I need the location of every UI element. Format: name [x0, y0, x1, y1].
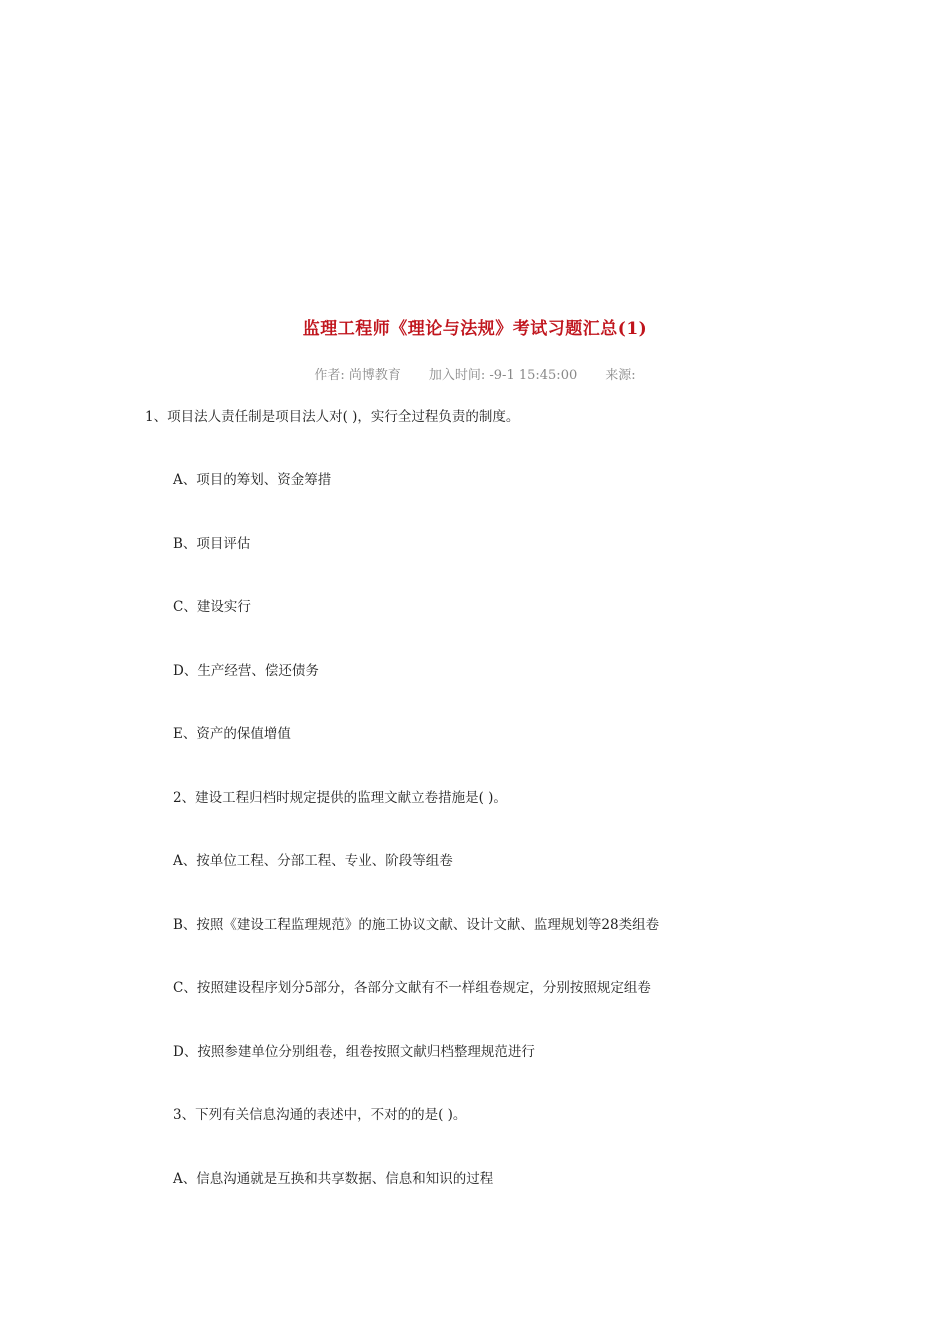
question-1: 1、项目法人责任制是项目法人对( )，实行全过程负责的制度。	[145, 409, 520, 425]
question-2: 2、建设工程归档时规定提供的监理文献立卷措施是( )。	[173, 790, 507, 806]
option-1d: D、生产经营、偿还债务	[173, 663, 319, 679]
option-1b: B、项目评估	[173, 536, 251, 552]
option-1e: E、资产的保值增值	[173, 726, 291, 742]
option-2c: C、按照建设程序划分5部分，各部分文献有不一样组卷规定，分别按照规定组卷	[173, 980, 651, 996]
option-2b: B、按照《建设工程监理规范》的施工协议文献、设计文献、监理规划等28类组卷	[173, 917, 660, 933]
meta-source: 来源:	[605, 368, 636, 383]
option-2a: A、按单位工程、分部工程、专业、阶段等组卷	[173, 853, 453, 869]
document-title: 监理工程师《理论与法规》考试习题汇总(1)	[302, 319, 648, 339]
meta-time: 加入时间: -9-1 15:45:00	[428, 368, 578, 383]
document-meta	[0, 364, 950, 383]
option-3a: A、信息沟通就是互换和共享数据、信息和知识的过程	[173, 1171, 494, 1187]
question-3: 3、下列有关信息沟通的表述中，不对的的是( )。	[173, 1107, 467, 1123]
option-2d: D、按照参建单位分别组卷，组卷按照文献归档整理规范进行	[173, 1044, 535, 1060]
meta-author: 作者: 尚博教育	[314, 368, 401, 383]
option-1c: C、建设实行	[173, 599, 251, 615]
option-1a: A、项目的筹划、资金筹措	[173, 472, 332, 488]
